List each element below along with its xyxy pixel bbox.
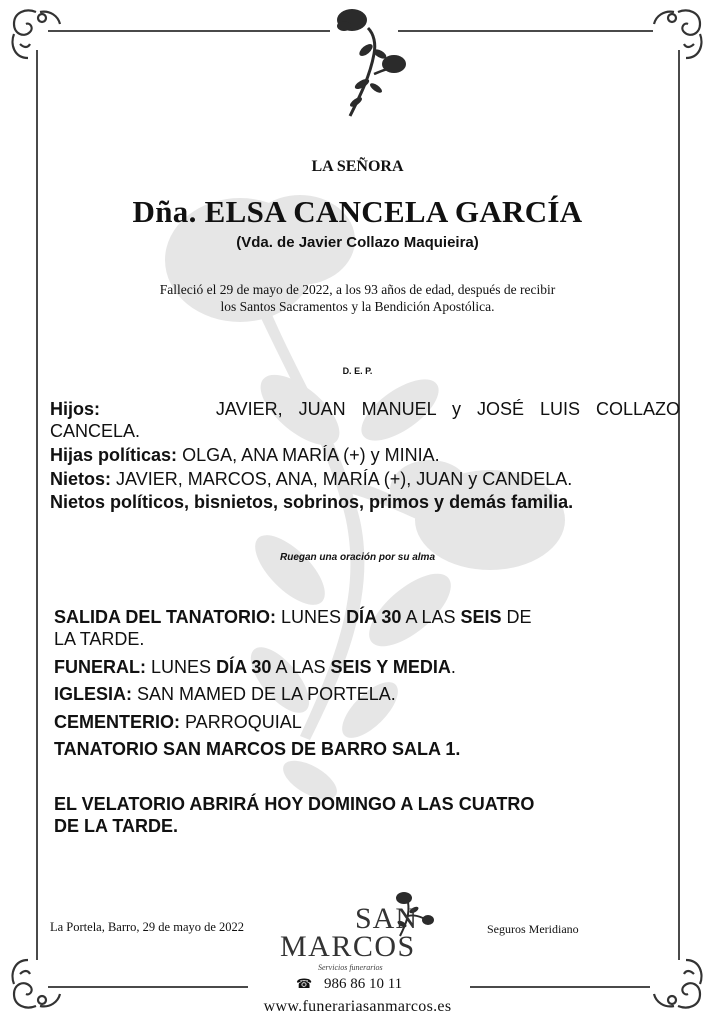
prayer-text: Ruegan una oración por su alma [279,552,436,563]
logo-marcos: MARCOS [280,930,416,963]
flower-icon [328,4,408,122]
salida-bold1: DÍA 30 [346,607,402,627]
frame-top-left [48,30,330,32]
corner-ornament-icon [646,4,708,66]
cementerio-value: PARROQUIAL [185,712,302,732]
velatorio-line2: DE LA TARDE. [54,816,178,836]
iglesia-line [54,682,396,706]
nietos-label: Nietos: [50,469,112,489]
funeral-bold1: DÍA 30 [216,657,272,677]
deceased-name: Dña. ELSA CANCELA GARCÍA [132,194,583,229]
phone-number: 986 86 10 11 [323,976,403,992]
hijas-politicas-label: Hijas políticas: [50,445,178,465]
frame-top-right [398,30,653,32]
phone-icon: ☎ [296,977,313,992]
insurance-name: Seguros Meridiano [487,922,579,936]
salida-line2: LA TARDE. [54,629,145,649]
iglesia-label: IGLESIA: [54,684,133,704]
hijos-line2: CANCELA. [50,421,141,441]
frame-right [678,50,680,960]
funeral-end: . [450,657,456,677]
other-family: Nietos políticos, bisnietos, sobrinos, primos y demás familia. [50,492,574,512]
place-date: La Portela, Barro, 29 de mayo de 2022 [50,920,245,934]
logo-tagline: Servicios funerarios [318,963,383,972]
frame-bottom-right [470,986,650,988]
cementerio-line [54,710,302,734]
nietos [50,467,572,491]
hijos-value: JAVIER, JUAN MANUEL y JOSÉ LUIS COLLAZO [215,399,680,419]
tanatorio-line: TANATORIO SAN MARCOS DE BARRO SALA 1. [54,739,461,759]
intro-text: LA SEÑORA [311,158,404,175]
widow-of: (Vda. de Javier Collazo Maquieira) [236,234,479,251]
frame-left [36,50,38,960]
nietos-value: JAVIER, MARCOS, ANA, MARÍA (+), JUAN y CANDELA. [116,469,573,489]
salida-text2: A LAS [405,607,456,627]
funeral-text1: LUNES [151,657,212,677]
phone-line [296,976,402,993]
salida-text3: DE [506,607,532,627]
hijas-politicas [50,443,440,467]
death-notice-line2: los Santos Sacramentos y la Bendición Apostólica. [220,299,495,314]
iglesia-value: SAN MAMED DE LA PORTELA. [137,684,396,704]
hijos-label: Hijos: [50,399,101,419]
dep-text: D. E. P. [342,366,373,376]
salida-text1: LUNES [281,607,342,627]
salida-label: SALIDA DEL TANATORIO: [54,607,276,627]
funeral-text2: A LAS [275,657,326,677]
salida-line1 [54,605,532,629]
death-notice-line1: Falleció el 29 de mayo de 2022, a los 93 años de edad, después de recibir [159,282,556,297]
website-link[interactable]: www.funerariasanmarcos.es [263,998,452,1015]
corner-ornament-icon [6,4,68,66]
cementerio-label: CEMENTERIO: [54,712,180,732]
velatorio-line1: EL VELATORIO ABRIRÁ HOY DOMINGO A LAS CUATRO [54,794,535,814]
funeral-line [54,655,456,679]
funeral-label: FUNERAL: [54,657,146,677]
frame-bottom-left [48,986,248,988]
hijas-politicas-value: OLGA, ANA MARÍA (+) y MINIA. [182,445,440,465]
salida-bold2: SEIS [460,607,502,627]
hijos-line1 [50,397,680,421]
funeral-bold2: SEIS Y MEDIA [330,657,451,677]
logo-san: SAN [355,902,419,935]
